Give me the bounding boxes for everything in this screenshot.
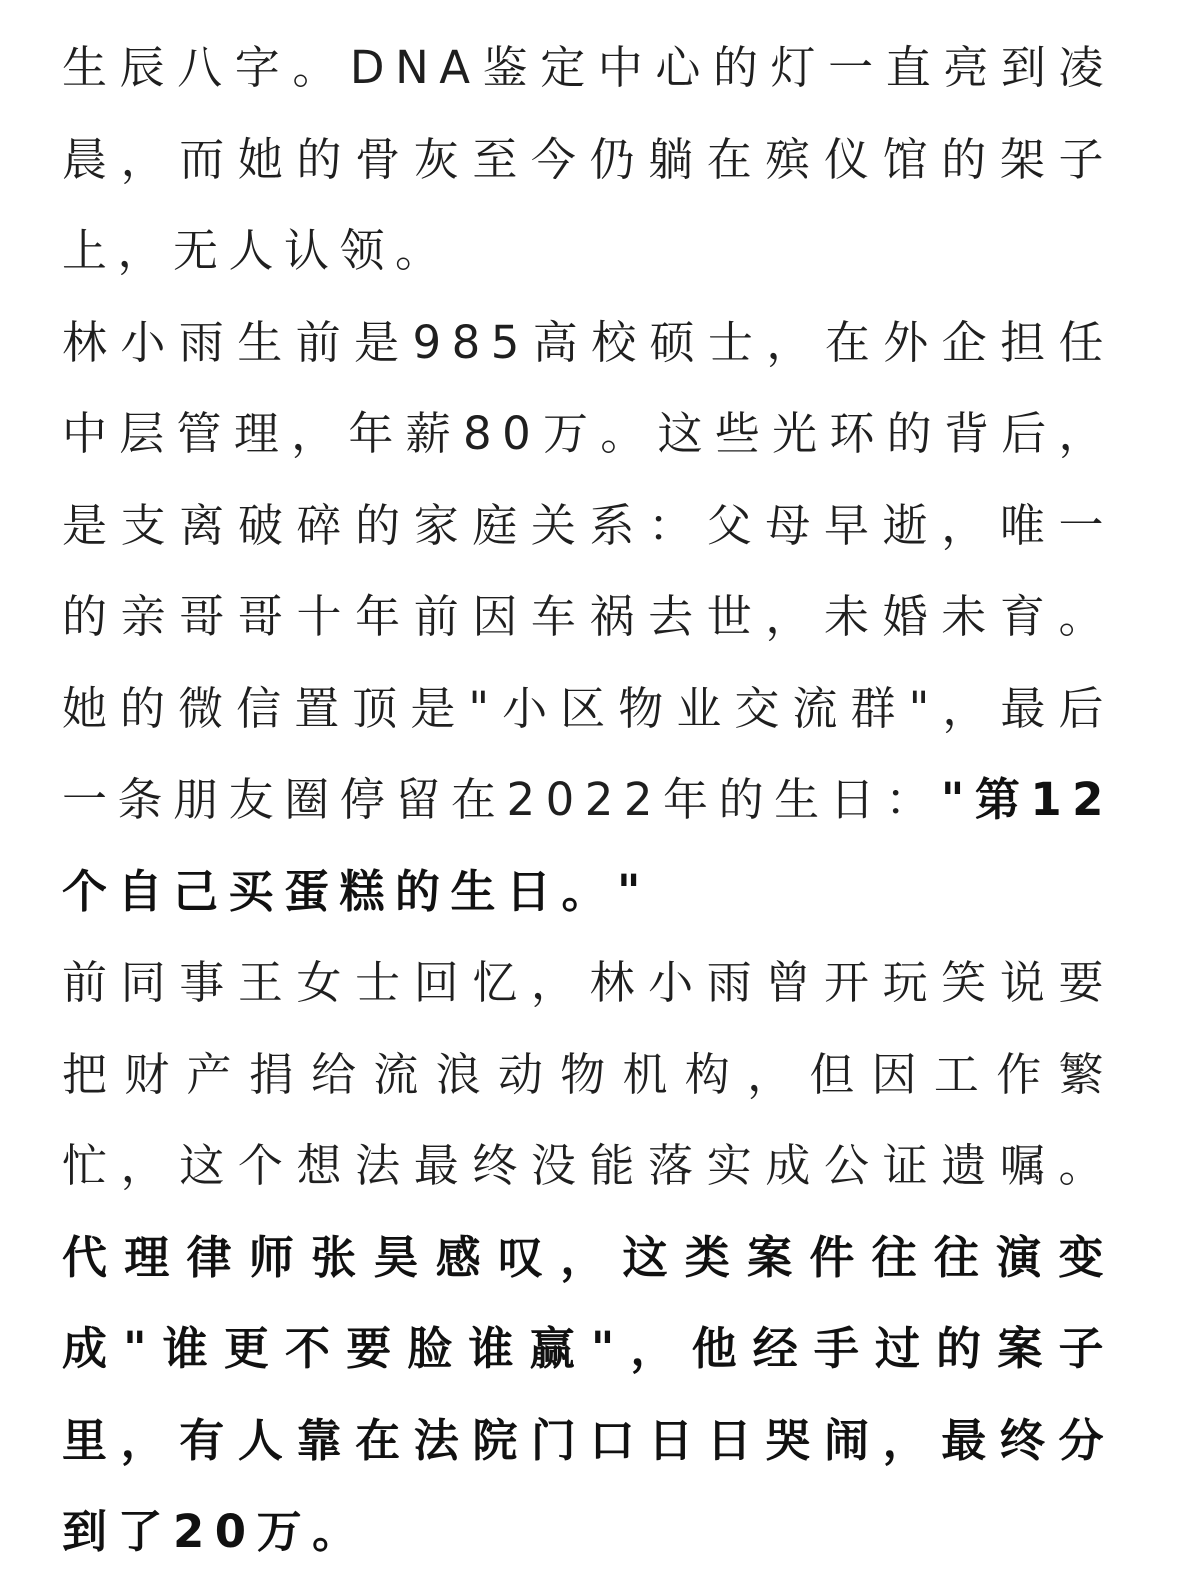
paragraph-3-text: 前同事王女士回忆，林小雨曾开玩笑说要把财产捐给流浪动物机构，但因工作繁忙，这个想法最终没能落实成公证遗嘱。 [62, 956, 1114, 1192]
paragraph-2 [62, 297, 1114, 938]
article-body [62, 22, 1114, 1578]
paragraph-1-text: 生辰八字。DNA鉴定中心的灯一直亮到凌晨，而她的骨灰至今仍躺在殡仪馆的架子上，无人认领。 [62, 41, 1114, 277]
paragraph-3-bold-text: 代理律师张昊感叹，这类案件往往演变成"谁更不要脸谁赢"，他经手过的案子里，有人靠在法院门口日日哭闹，最终分到了20万。 [62, 1230, 1114, 1558]
paragraph-2-text: 林小雨生前是985高校硕士，在外企担任中层管理，年薪80万。这些光环的背后，是支离破碎的家庭关系：父母早逝，唯一的亲哥哥十年前因车祸去世，未婚未育。她的微信置顶是"小区物业交流群"，最后一条朋友圈停留在2022年的生日： [62, 315, 1114, 826]
paragraph-2-bold-quote: "第12个自己买蛋糕的生日。" [62, 773, 1114, 918]
paragraph-3 [62, 937, 1114, 1578]
paragraph-1 [62, 22, 1114, 297]
